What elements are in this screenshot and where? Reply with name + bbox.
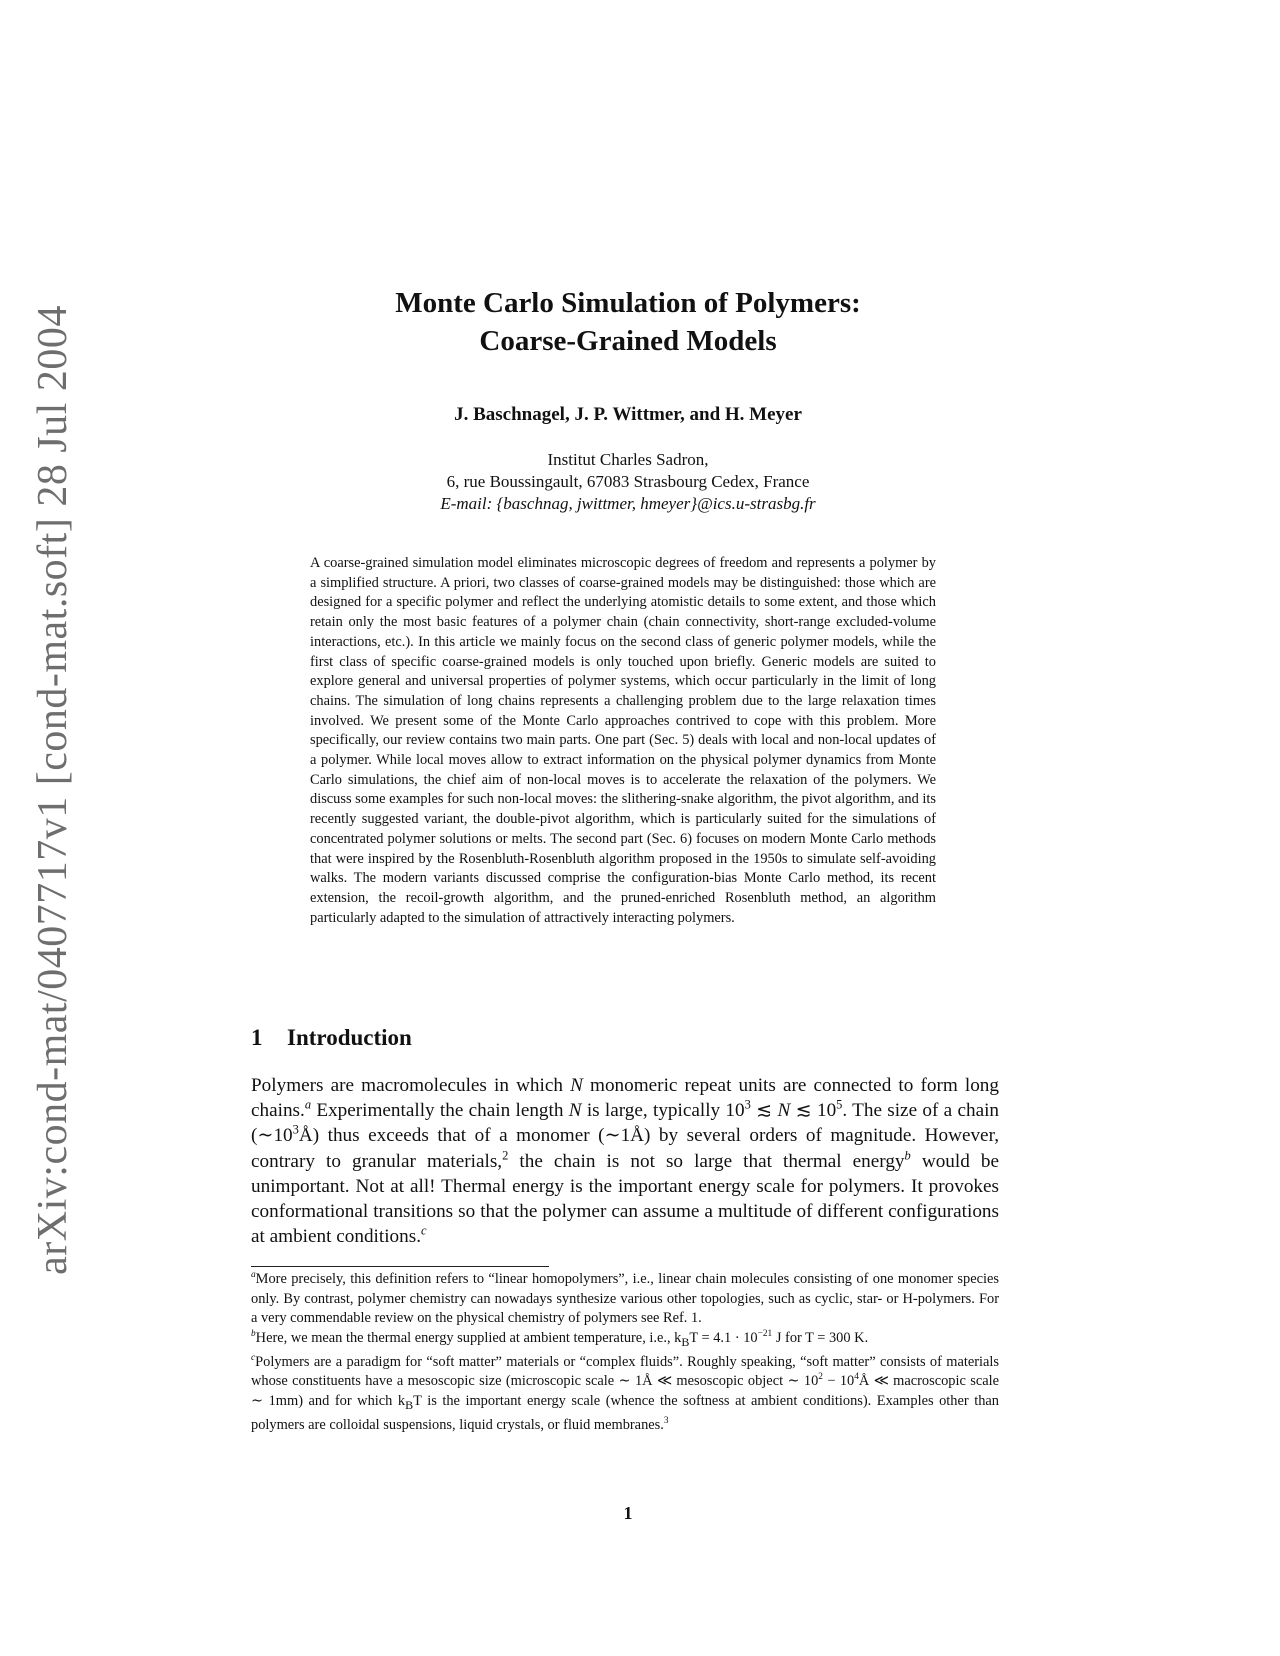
footnote-text: J for T = 300 K. <box>772 1330 869 1347</box>
footnote-c <box>251 1353 999 1436</box>
exponent: 3 <box>292 1123 299 1138</box>
citation-ref: 3 <box>663 1415 669 1426</box>
footnote-mark: c <box>251 1352 256 1363</box>
intro-text: monomeric repeat units are connected to form long chains. <box>251 1075 999 1122</box>
subscript: B <box>681 1334 690 1349</box>
title-line-1: Monte Carlo Simulation of Polymers: <box>395 287 861 319</box>
intro-text: . The size of a chain (∼10 <box>251 1100 1000 1147</box>
arxiv-id-text: arXiv:cond-mat/0407717v1 [cond-mat.soft] 28 Jul 2004 <box>30 305 76 1275</box>
intro-text: ≲ 10 <box>790 1100 837 1122</box>
exponent: 2 <box>818 1372 823 1383</box>
footnote-text: Å ≪ macroscopic scale ∼ 1mm) and for which k <box>251 1373 1000 1410</box>
page-number: 1 <box>623 1503 633 1523</box>
title-line-2: Coarse-Grained Models <box>479 325 777 357</box>
intro-paragraph <box>251 1073 999 1249</box>
footnote-a <box>251 1270 999 1329</box>
footnote-text: Here, we mean the thermal energy supplied at ambient temperature, i.e., k <box>255 1330 682 1347</box>
subscript: B <box>405 1397 414 1412</box>
section-heading <box>251 1025 412 1051</box>
exponent: 5 <box>836 1097 843 1112</box>
address: 6, rue Boussingault, 67083 Strasbourg Cedex, France <box>446 472 810 491</box>
footnote-mark: c <box>421 1223 427 1238</box>
intro-text: ≲ <box>750 1100 778 1122</box>
institute: Institut Charles Sadron, <box>547 450 709 469</box>
footnote-b <box>251 1329 999 1353</box>
math-var: N <box>570 1075 583 1096</box>
abstract: A coarse-grained simulation model eliminates microscopic degrees of freedom and represents a polymer by a simplified structure. A priori, two classes of coarse-grained models may be distinguished: those which are designed for a specific polymer and reflect the underlying atomistic details to some extent, and those which retain only the most basic features of a polymer chain (chain connectivity, short-range excluded-volume interactions, etc.). In this article we mainly focus on the second class of generic polymer models, while the first class of specific coarse-grained models is only touched upon briefly. Generic models are suited to explore general and universal properties of polymer systems, which occur particularly in the limit of long chains. The simulation of long chains represents a challenging problem due to the large relaxation times involved. We present some of the Monte Carlo approaches contrived to cope with this problem. More specifically, our review contains two main parts. One part (Sec. 5) deals with local and non-local updates of a polymer. While local moves allow to extract information on the physical polymer dynamics from Monte Carlo simulations, the chief aim of non-local moves is to accelerate the relaxation of the polymers. We discuss some examples for such non-local moves: the slithering-snake algorithm, the pivot algorithm, and its recently suggested variant, the double-pivot algorithm, which is particularly suited for the simulations of concentrated polymer solutions or melts. The second part (Sec. 6) focuses on modern Monte Carlo methods that were inspired by the Rosenbluth-Rosenbluth algorithm proposed in the 1950s to simulate self-avoiding walks. The modern variants discussed comprise the configuration-bias Monte Carlo method, its recent extension, the recoil-growth algorithm, and the pruned-enriched Rosenbluth method, an algorithm particularly adapted to the simulation of attractively interacting polymers. <box>310 555 936 926</box>
intro-text: Å) thus exceeds that of a monomer (∼1Å) by several orders of magnitude. However, contrary to granular materials, <box>251 1125 999 1172</box>
intro-text: the chain is not so large that thermal energy <box>508 1150 905 1172</box>
footnote-rule <box>251 1266 549 1267</box>
citation-ref: 2 <box>502 1148 509 1163</box>
math-var: N <box>777 1100 791 1122</box>
footnote-mark: b <box>904 1148 911 1163</box>
intro-text: Experimentally the chain length <box>311 1100 569 1122</box>
section-title: Introduction <box>287 1025 412 1050</box>
footnotes <box>251 1270 999 1435</box>
authors: J. Baschnagel, J. P. Wittmer, and H. Meyer <box>454 404 802 425</box>
intro-text: is large, typically 10 <box>581 1100 745 1122</box>
intro-text: would be unimportant. Not at all! Thermal energy is the important energy scale for polymers. It provokes conformational transitions so that the polymer can assume a multitude of different configurations at ambient conditions. <box>251 1150 999 1248</box>
footnote-text: T = 4.1 · 10 <box>689 1330 758 1347</box>
footnote-text: More precisely, this definition refers to “linear homopolymers”, i.e., linear chain molecules consisting of one monomer species only. By contrast, polymer chemistry can nowadays synthesize various other topologies, such as cyclic, star- or H-polymers. For a very commendable review on the physical chemistry of polymers see Ref. 1. <box>251 1271 999 1327</box>
footnote-mark: a <box>304 1097 312 1112</box>
paper-title <box>0 284 1256 360</box>
exponent: 4 <box>854 1372 859 1383</box>
affiliation <box>0 449 1256 515</box>
footnote-text: − 10 <box>822 1373 855 1390</box>
section-number: 1 <box>251 1025 263 1050</box>
intro-text: Polymers are macromolecules in which <box>251 1075 571 1096</box>
footnote-text: Polymers are a paradigm for “soft matter” materials or “complex fluids”. Roughly speaking, “soft matter” consists of materials whose constituents have a mesoscopic size (microscopic scale ∼ 1Å ≪ mesoscopic object ∼ 10 <box>251 1353 999 1390</box>
math-var: N <box>568 1100 582 1122</box>
footnote-mark: a <box>251 1270 256 1281</box>
arxiv-sidebar-identifier <box>8 300 98 1280</box>
footnote-text: T is the important energy scale (whence the softness at ambient conditions). Examples other than polymers are colloidal suspensions, liquid crystals, or fluid membranes. <box>251 1393 999 1433</box>
email: E-mail: {baschnag, jwittmer, hmeyer}@ics.u-strasbg.fr <box>440 494 816 513</box>
footnote-mark: b <box>251 1329 256 1340</box>
exponent: 3 <box>744 1097 751 1112</box>
exponent: −21 <box>757 1329 773 1340</box>
